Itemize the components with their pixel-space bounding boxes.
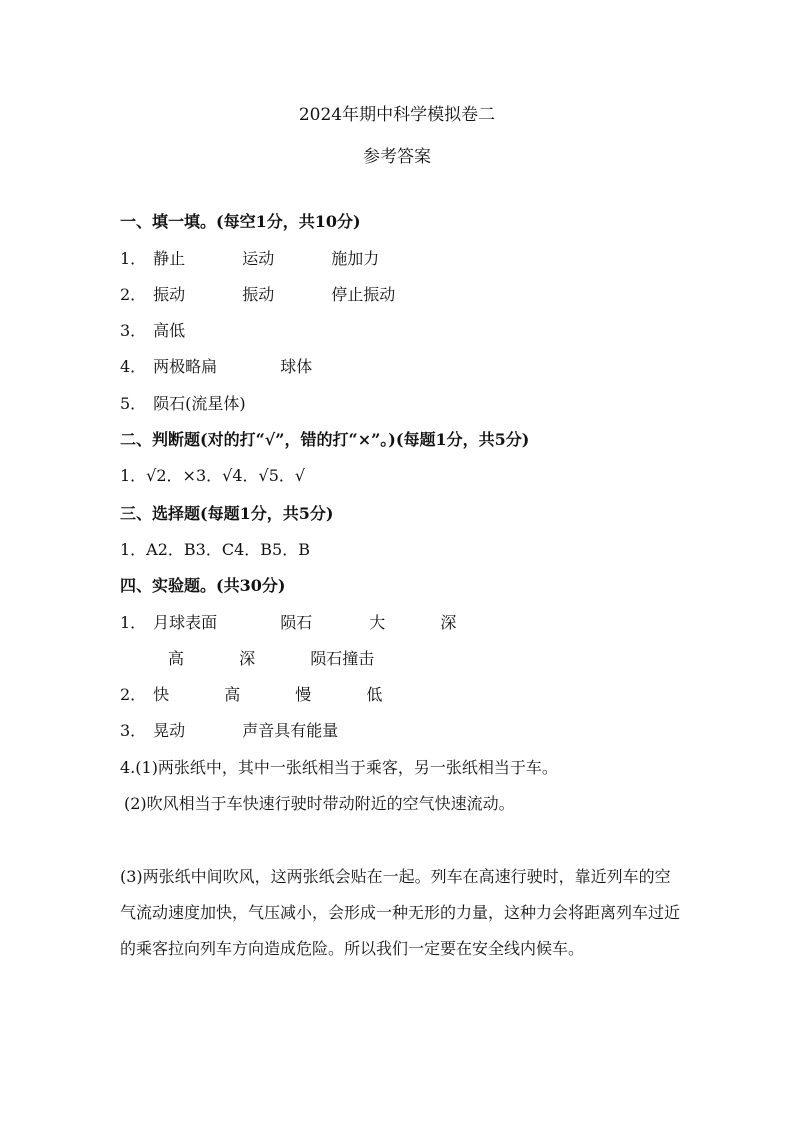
answer: 慢: [295, 685, 312, 704]
answer: 静止: [153, 249, 186, 268]
s1-q3-row: [120, 321, 185, 341]
answer: 球体: [280, 357, 313, 376]
answer: 陨石(流星体): [153, 394, 246, 413]
q-number: 2．: [120, 685, 147, 704]
answer: 大: [369, 613, 386, 632]
s4-q3-row: [120, 721, 338, 741]
answer: 高低: [153, 321, 186, 340]
s4-q2-row: [120, 685, 382, 705]
answer: 低: [366, 685, 383, 704]
answer: 晃动: [153, 721, 186, 740]
answer: 深: [239, 649, 256, 668]
q-number: 5．: [120, 394, 147, 413]
s4-q4-part2: (2)吹风相当于车快速行驶时带动附近的空气快速流动。: [124, 794, 515, 813]
section-3-heading: 三、选择题(每题1分，共5分): [120, 504, 334, 523]
q-number: 4．: [120, 357, 147, 376]
q-number: 3．: [120, 321, 147, 340]
answer: 声音具有能量: [242, 721, 339, 740]
q-number: 3．: [120, 721, 147, 740]
answer: 两极略扁: [153, 357, 218, 376]
s4-q1-row-continued: [168, 649, 374, 669]
section-4-heading: 四、实验题。(共30分): [120, 576, 286, 595]
answer: 施加力: [331, 249, 380, 268]
document-subtitle: 参考答案: [363, 147, 431, 167]
answer: 高: [168, 649, 185, 668]
answer: 快: [153, 685, 170, 704]
answer: 停止振动: [331, 285, 396, 304]
answer: 陨石: [280, 613, 313, 632]
answer: 振动: [242, 285, 275, 304]
answer: 陨石撞击: [310, 649, 375, 668]
answer: 深: [440, 613, 457, 632]
q-number: 1．: [120, 249, 147, 268]
s3-answers: 1．A2．B3．C4．B5．B: [120, 540, 310, 559]
answer: 运动: [242, 249, 275, 268]
s1-q1-row: [120, 249, 379, 269]
s4-q1-row: [120, 613, 456, 633]
document-title: 2024年期中科学模拟卷二: [298, 105, 496, 125]
section-1-heading: 一、填一填。(每空1分，共10分): [120, 212, 361, 231]
answer: 月球表面: [153, 613, 218, 632]
s2-answers: 1．√2．×3．√4．√5．√: [120, 466, 306, 485]
s1-q5-row: [120, 394, 246, 414]
s1-q4-row: [120, 357, 312, 377]
section-2-heading: 二、判断题(对的打“√”，错的打“×”。)(每题1分，共5分): [120, 430, 530, 449]
s4-q4-part1: 4.(1)两张纸中，其中一张纸相当于乘客，另一张纸相当于车。: [120, 758, 558, 777]
answer: 高: [224, 685, 241, 704]
s1-q2-row: [120, 285, 395, 305]
q-number: 2．: [120, 285, 147, 304]
q-number: 1．: [120, 613, 147, 632]
answer: 振动: [153, 285, 186, 304]
s4-q4-part3: (3)两张纸中间吹风，这两张纸会贴在一起。列车在高速行驶时，靠近列车的空气流动速度加快，气压减小，会形成一种无形的力量，这种力会将距离列车过近的乘客拉向列车方向造成危险。所以我们一定要在安全线内候车。: [120, 867, 681, 958]
